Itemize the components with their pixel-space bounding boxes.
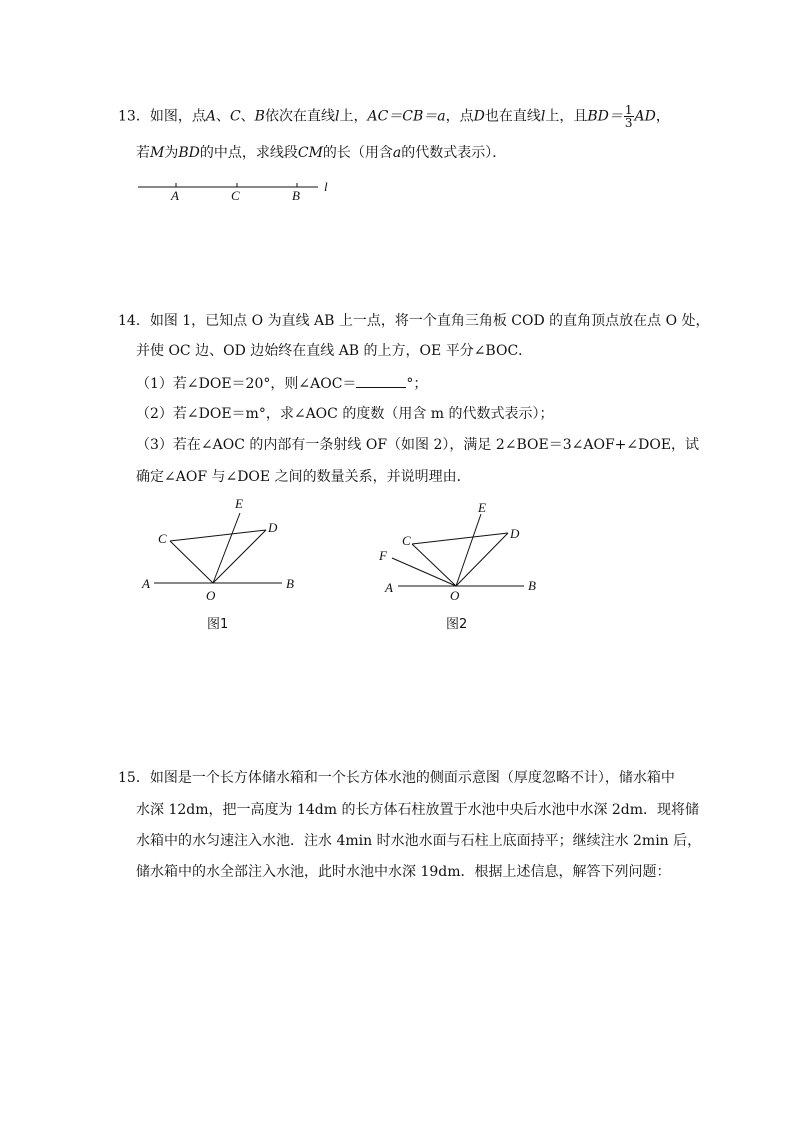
label-c: C [231, 188, 240, 203]
fig2-seg-cd [412, 533, 508, 544]
q14-line1: 14．如图 1，已知点 O 为直线 AB 上一点，将一个直角三角板 COD 的直角顶点放在点 O 处， [118, 313, 710, 329]
q14-line2: 并使 OC 边、OD 边始终在直线 AB 的上方，OE 平分∠BOC． [136, 343, 533, 359]
q14-part3b: 确定∠AOF 与∠DOE 之间的数量关系，并说明理由． [136, 469, 471, 485]
fig1-label-a: A [142, 576, 150, 591]
q15-number: 15． [118, 770, 150, 786]
fig2-ray-oc [412, 544, 456, 586]
q15-line3: 水箱中的水匀速注入水池．注水 4min 时水池水面与石柱上底面持平；继续注水 2min 后， [136, 833, 702, 849]
fig2-ray-od [456, 533, 508, 586]
fig1-label-o: O [206, 588, 216, 603]
fig2-label-o: O [450, 588, 460, 603]
fig2-caption: 图2 [446, 617, 468, 632]
fig1-label-c: C [158, 531, 167, 546]
fig1-label-d: D [268, 520, 278, 535]
q14-part1: （1）若∠DOE＝20°，则∠AOC＝ °； [136, 373, 427, 394]
fig2-label-d: D [510, 526, 520, 541]
fig2-label-c: C [402, 533, 411, 548]
fig1-caption: 图1 [207, 617, 229, 632]
q15-line4: 储水箱中的水全部注入水池，此时水池中水深 19dm．根据上述信息，解答下列问题： [136, 864, 671, 880]
fig2-label-f: F [379, 548, 387, 563]
fig2-label-a: A [385, 580, 393, 595]
q14-number: 14． [118, 313, 150, 329]
q15-line2: 水深 12dm，把一高度为 14dm 的长方体石柱放置于水池中央后水池中水深 2dm．现将储 [136, 802, 700, 818]
fig2-ray-of [392, 558, 456, 586]
q14-part2: （2）若∠DOE＝m°，求∠AOC 的度数（用含 m 的代数式表示）； [136, 406, 554, 422]
label-b: B [292, 188, 300, 203]
fig2-label-e: E [478, 500, 486, 515]
fig1-label-b: B [286, 576, 294, 591]
q14-part3: （3）若在∠AOC 的内部有一条射线 OF（如图 2），满足 2∠BOE＝3∠AOF+∠DOE，试 [136, 437, 700, 453]
q13-number: 13． [118, 108, 150, 125]
q13-line1: 13．如图，点A、C、B依次在直线l上，AC＝CB＝a，点D也在直线l上，且BD＝ $\frac{1}{3}$ AD， [118, 103, 670, 130]
label-a: A [171, 188, 179, 203]
fraction-one-third: $\frac{1}{3}$ [624, 103, 633, 130]
q15-line1: 15．如图是一个长方体储水箱和一个长方体水池的侧面示意图（厚度忽略不计），储水箱中 [118, 770, 675, 786]
fig2-label-b: B [528, 578, 536, 593]
label-l: l [324, 179, 328, 194]
q13-line2: 若M为BD的中点，求线段CM的长（用含a的代数式表示）． [136, 145, 507, 161]
fig1-label-e: E [235, 496, 243, 511]
fig2-ray-oe [456, 514, 481, 586]
